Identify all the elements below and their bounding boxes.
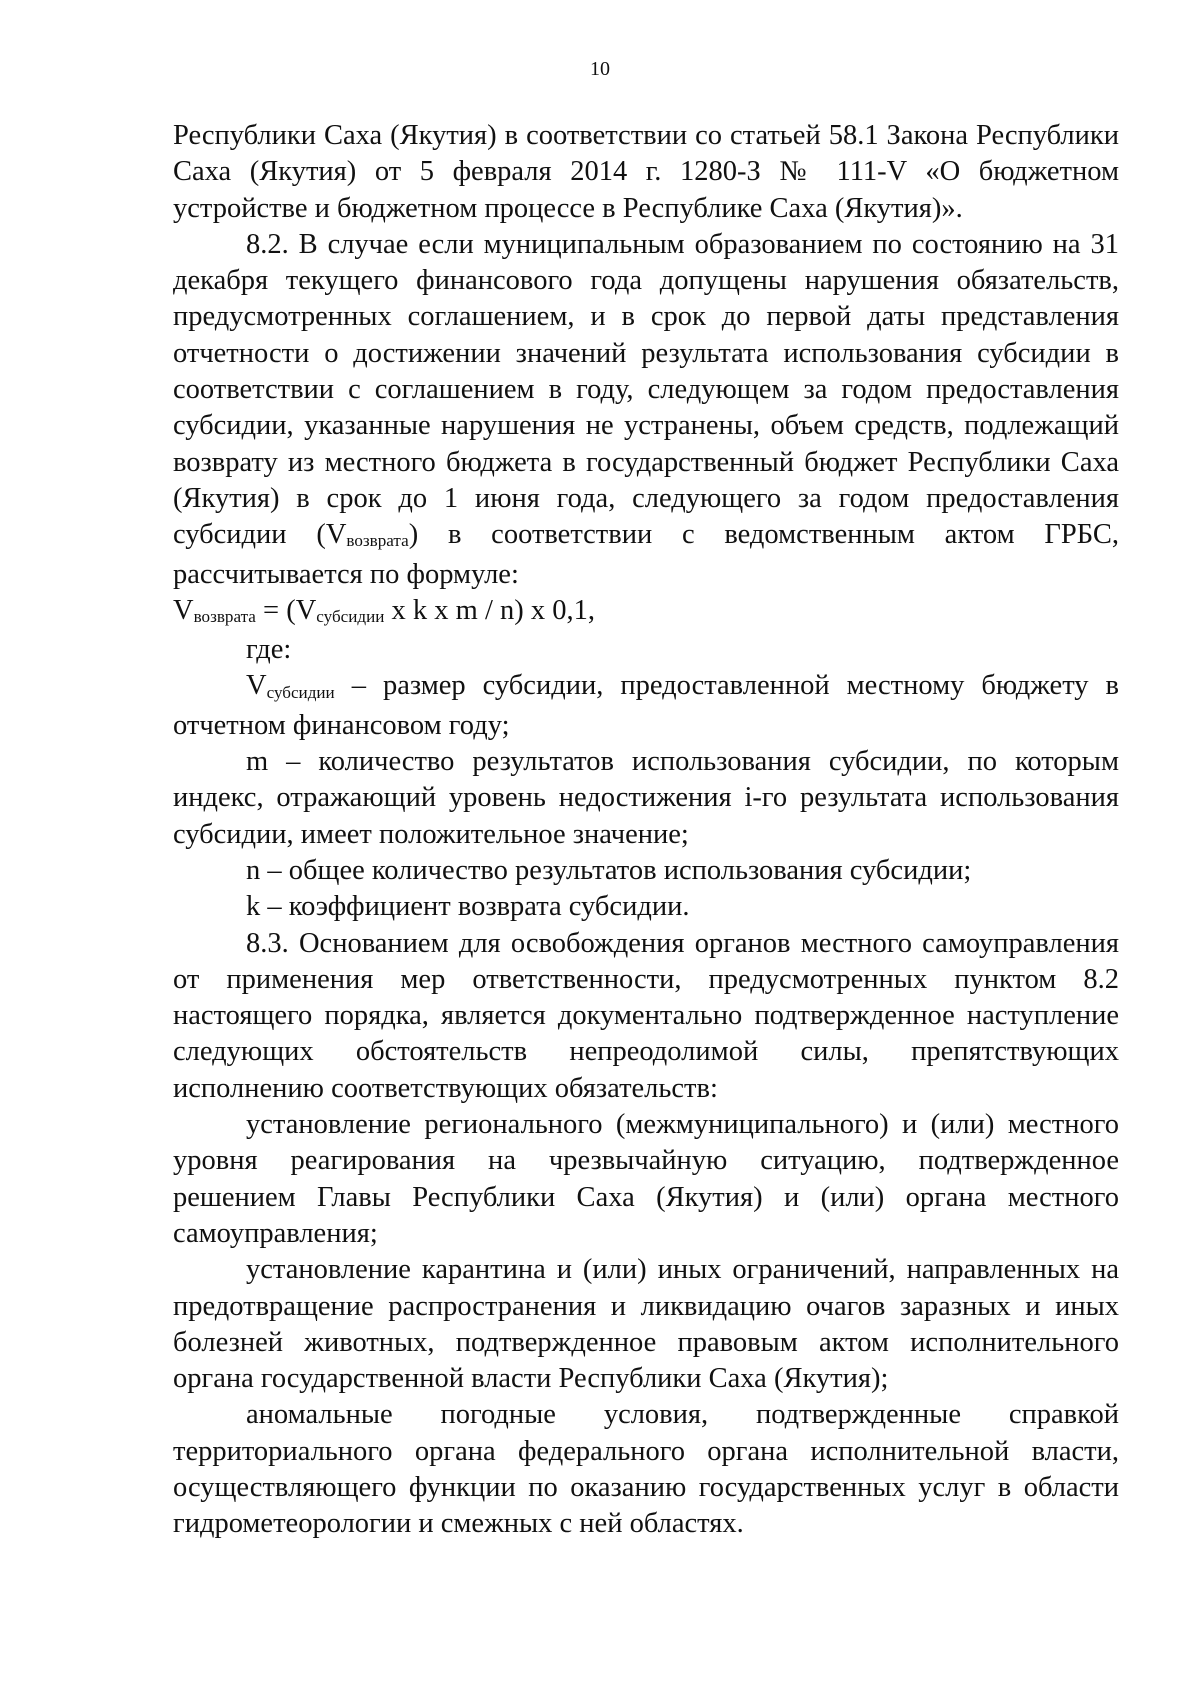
definition-n: n – общее количество результатов использования субсидии; <box>246 854 972 886</box>
definition-k: k – коэффициент возврата субсидии. <box>246 891 690 923</box>
where-label: где: <box>246 634 292 666</box>
circumstance-quarantine: установление карантина и (или) иных ограничений, направленных на предотвращение распространения и ликвидацию очагов заразных и иных болезней животных, подтвержденное правовым актом исполнительного органа государственной власти Республики Саха (Якутия); <box>173 1254 1119 1395</box>
formula-sub1: возврата <box>193 606 256 626</box>
circumstance-weather: аномальные погодные условия, подтвержденные справкой территориального органа федерального органа исполнительной власти, осуществляющего функции по оказанию государственных услуг в области гидрометеорологии и смежных с ней областях. <box>173 1399 1119 1540</box>
paragraph-8-3: 8.3. Основанием для освобождения органов местного самоуправления от применения мер ответственности, предусмотренных пунктом 8.2 настоящего порядка, является документально подтвержденное наступление следующих обстоятельств непреодолимой силы, препятствующих исполнению соответствующих обязательств: <box>173 927 1119 1104</box>
formula <box>173 593 1119 632</box>
paragraph-8-2-text: 8.2. В случае если муниципальным образованием по состоянию на 31 декабря текущего финансового года допущены нарушения обязательств, предусмотренных соглашением, и в срок до первой даты представления отчетности о достижении значений результата использования субсидии в соответствии с соглашением в году, следующем за годом предоставления субсидии, указанные нарушения не устранены, объем средств, подлежащий возврату из местного бюджета в государственный бюджет Республики Саха (Якутия) в срок до 1 июня года, следующего за годом предоставления субсидии ( <box>173 228 1119 551</box>
definition-vsubsidy <box>173 668 1119 744</box>
definition-vsubsidy-text: – размер субсидии, предоставленной местному бюджету в отчетном финансовом году; <box>173 670 1119 741</box>
definition-vsubsidy-sub: субсидии <box>266 682 335 702</box>
formula-mid: = (V <box>255 594 317 626</box>
definition-m: m – количество результатов использования субсидии, по которым индекс, отражающий уровень недостижения i-го результата использования субсидии, имеет положительное значение; <box>173 746 1119 850</box>
paragraph-8-2 <box>173 227 1119 593</box>
formula-sub2: субсидии <box>316 606 385 626</box>
definition-vsubsidy-v: V <box>246 670 267 702</box>
formula-v1: V <box>173 594 194 626</box>
v-subscript: возврата <box>346 531 409 551</box>
circumstance-emergency: установление регионального (межмуниципального) и (или) местного уровня реагирования на чрезвычайную ситуацию, подтвержденное решением Главы Республики Саха (Якутия) и (или) органа местного самоуправления; <box>173 1109 1119 1249</box>
page-number: 10 <box>590 58 610 80</box>
formula-end: x k x m / n) x 0,1, <box>384 594 595 626</box>
document-body <box>173 118 1119 1543</box>
paragraph-8-2-tail: ) в соответствии с ведомственным актом ГРБС, рассчитывается по формуле: <box>173 519 1120 590</box>
v-symbol: V <box>325 519 347 551</box>
paragraph-continuation: Республики Саха (Якутия) в соответствии со статьей 58.1 Закона Республики Саха (Якутия) от 5 февраля 2014 г. 1280-З № 111-V «О бюджетном устройстве и бюджетном процессе в Республике Саха (Якутия)». <box>173 120 1119 224</box>
